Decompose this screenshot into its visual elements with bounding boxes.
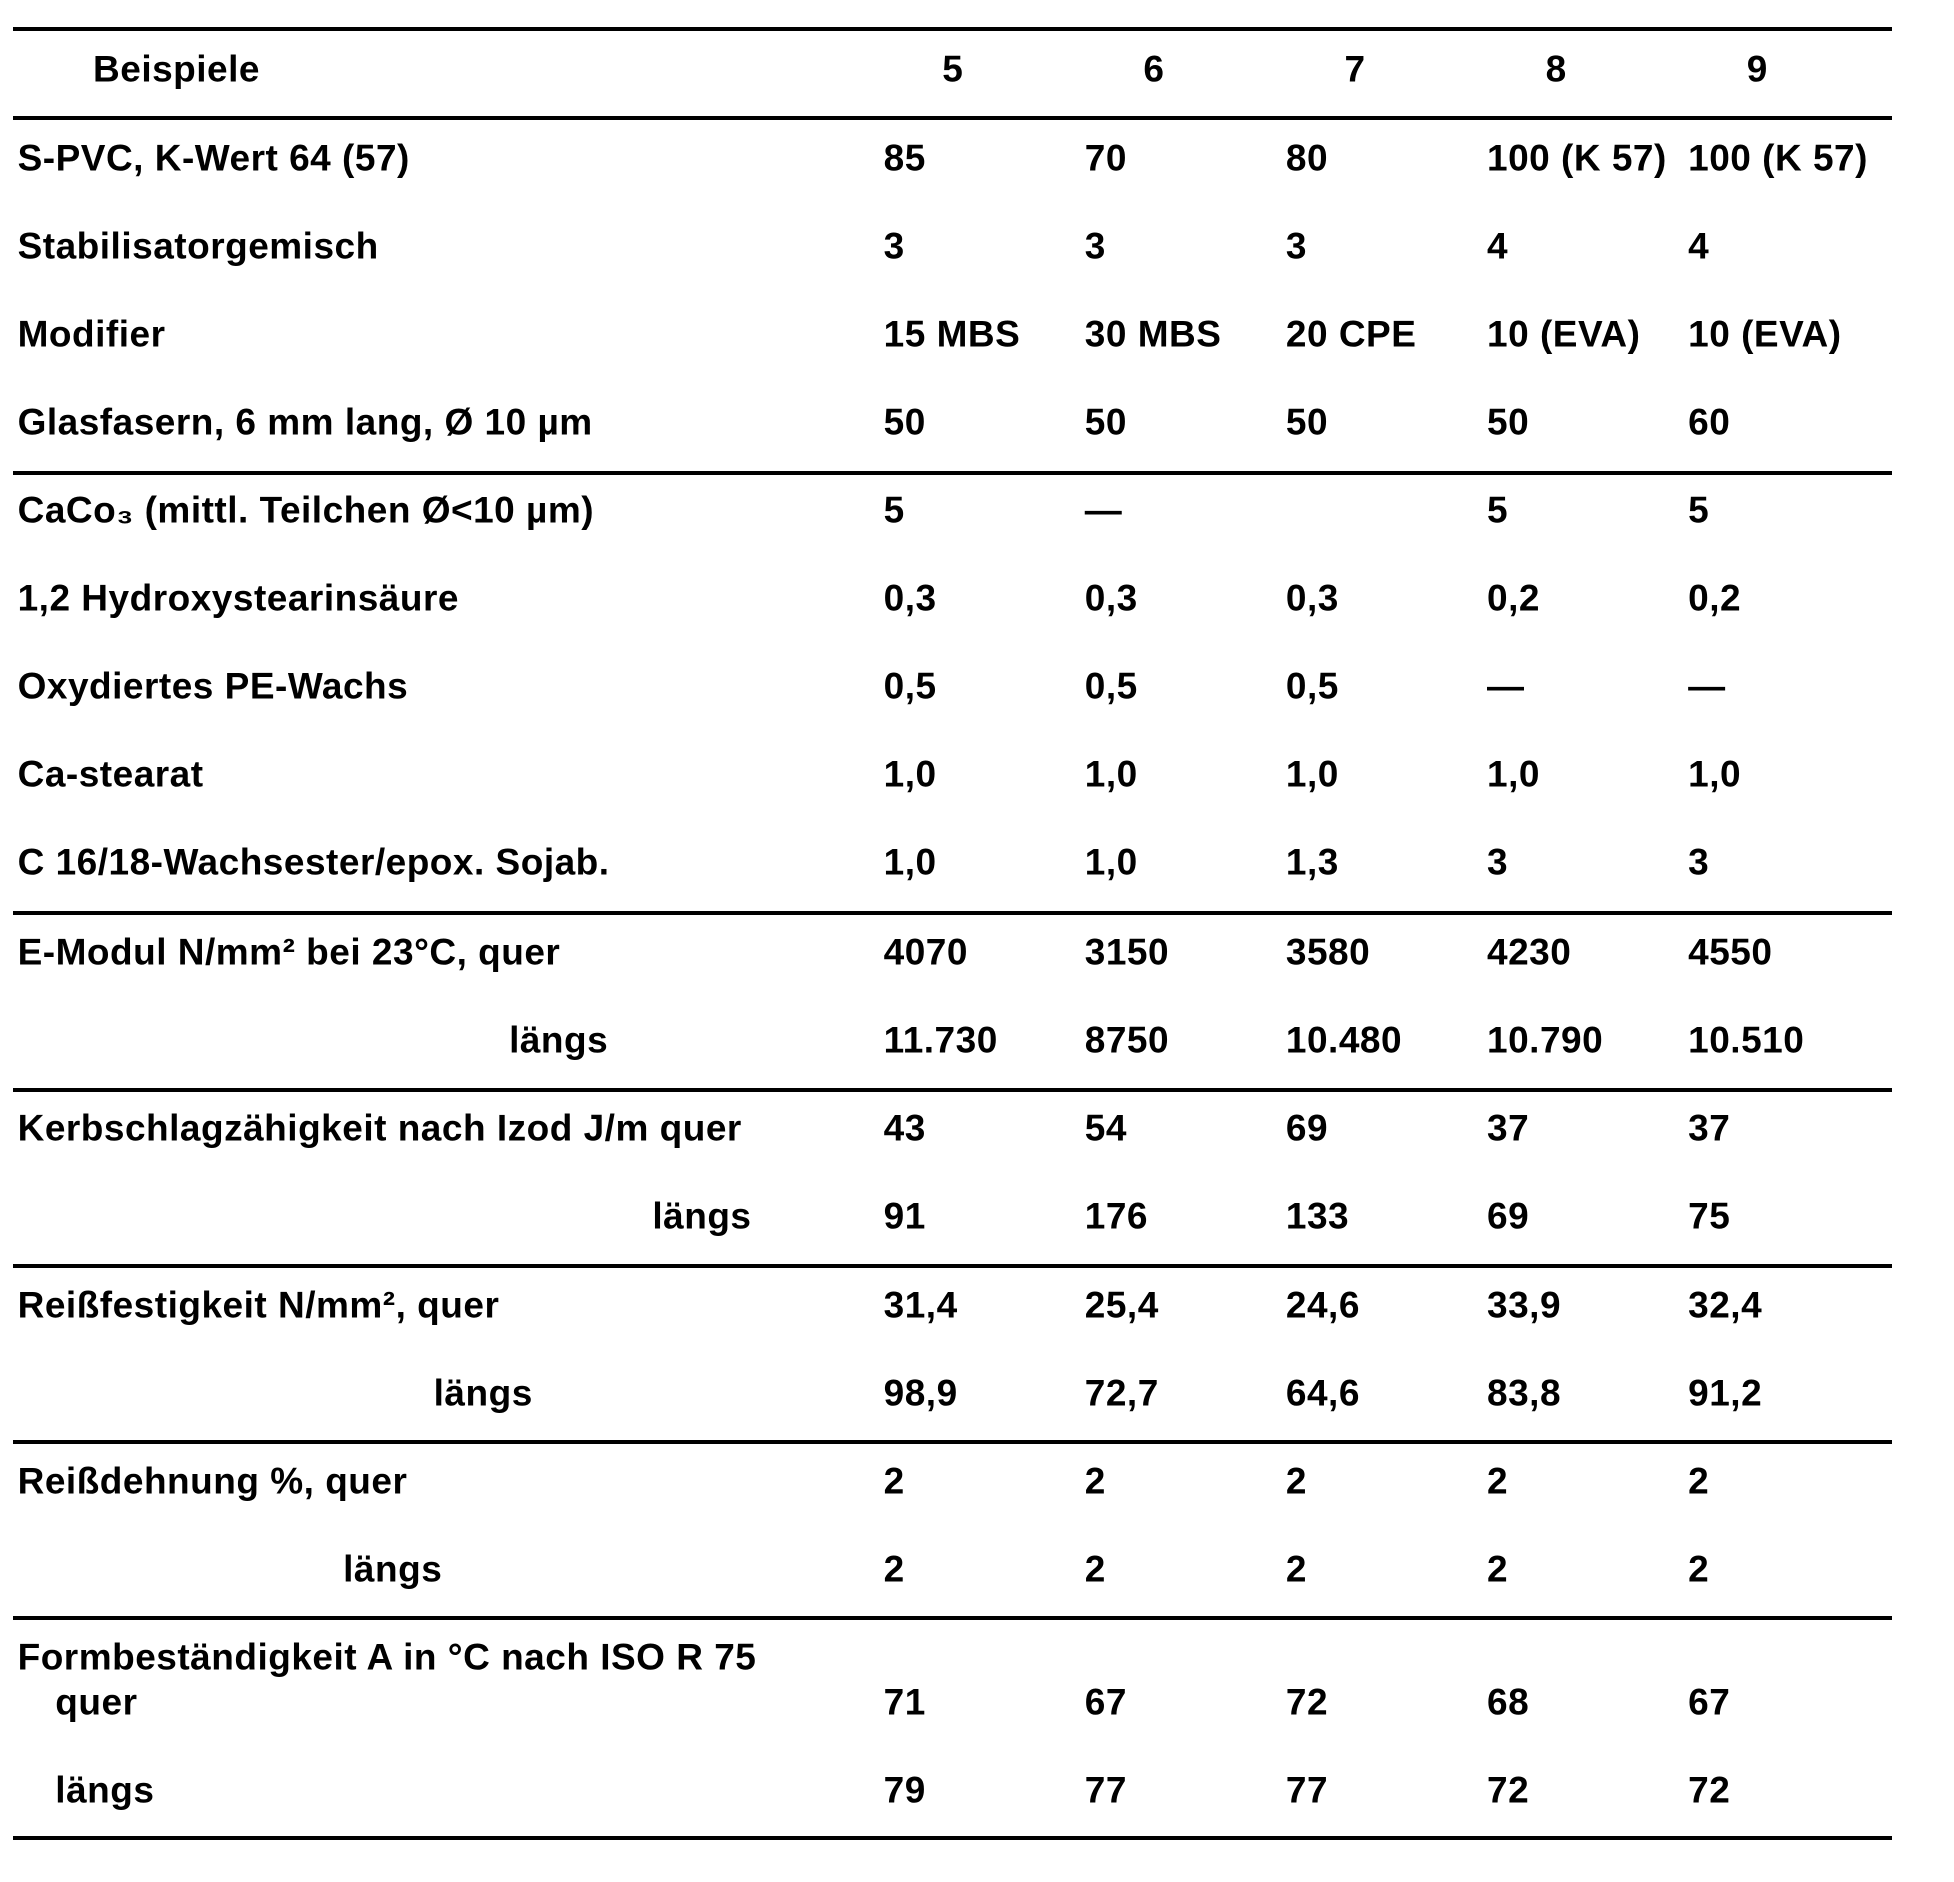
table-cell: 4 — [1688, 228, 1709, 265]
row-label: längs — [55, 1771, 154, 1808]
table-cell: 10 (EVA) — [1487, 316, 1640, 353]
table-rule — [13, 1616, 1892, 1620]
table-cell: 50 — [1085, 404, 1127, 441]
table-cell: 32,4 — [1688, 1286, 1762, 1323]
table-cell: 83,8 — [1487, 1374, 1561, 1411]
table-cell: 31,4 — [884, 1286, 958, 1323]
row-label: Reißdehnung %, quer — [18, 1462, 408, 1499]
row-label: längs — [434, 1374, 533, 1411]
table-cell: 79 — [884, 1771, 926, 1808]
table-cell: — — [1085, 492, 1123, 529]
table-cell: 20 CPE — [1286, 316, 1417, 353]
header-label: Beispiele — [93, 51, 260, 88]
table-rule — [13, 1440, 1892, 1444]
table-cell: 3580 — [1286, 933, 1370, 970]
table-cell: 3 — [884, 228, 905, 265]
column-header: 6 — [1143, 51, 1164, 88]
row-label: C 16/18-Wachsester/epox. Sojab. — [18, 844, 610, 881]
table-cell: 2 — [1085, 1550, 1106, 1587]
table-cell: 3 — [1085, 228, 1106, 265]
table-rule — [13, 471, 1892, 475]
table-cell: 54 — [1085, 1109, 1127, 1146]
row-label: Formbeständigkeit A in °C nach ISO R 75 — [18, 1638, 757, 1675]
table-rule — [13, 1264, 1892, 1268]
table-cell: 1,0 — [1085, 844, 1138, 881]
table-cell: 77 — [1085, 1771, 1127, 1808]
table-cell: 10.510 — [1688, 1021, 1804, 1058]
table-cell: 5 — [1688, 492, 1709, 529]
table-cell: 2 — [1487, 1462, 1508, 1499]
table-cell: 2 — [1286, 1550, 1307, 1587]
table-cell: 30 MBS — [1085, 316, 1222, 353]
table-cell: 37 — [1487, 1109, 1529, 1146]
table-cell: 37 — [1688, 1109, 1730, 1146]
table-cell: 69 — [1286, 1109, 1328, 1146]
row-label: 1,2 Hydroxystearinsäure — [18, 580, 459, 617]
column-header: 5 — [942, 51, 963, 88]
table-cell: 33,9 — [1487, 1286, 1561, 1323]
table-cell: 67 — [1688, 1683, 1730, 1720]
table-cell: 50 — [884, 404, 926, 441]
table-cell: 0,2 — [1487, 580, 1540, 617]
table-cell: 2 — [1487, 1550, 1508, 1587]
table-cell: 15 MBS — [884, 316, 1021, 353]
table-cell: 98,9 — [884, 1374, 958, 1411]
table-cell: 2 — [1688, 1550, 1709, 1587]
table-cell: 1,0 — [1487, 756, 1540, 793]
column-header: 9 — [1747, 51, 1768, 88]
table-cell: 0,2 — [1688, 580, 1741, 617]
table-cell: 3150 — [1085, 933, 1169, 970]
table-cell: 100 (K 57) — [1688, 140, 1868, 177]
row-label: S-PVC, K-Wert 64 (57) — [18, 140, 410, 177]
column-header: 7 — [1344, 51, 1365, 88]
table-cell: 72 — [1688, 1771, 1730, 1808]
table-cell: 176 — [1085, 1197, 1148, 1234]
table-cell: 43 — [884, 1109, 926, 1146]
row-label: Ca-stearat — [18, 756, 204, 793]
row-label: Kerbschlagzähigkeit nach Izod J/m quer — [18, 1109, 742, 1146]
table-cell: 75 — [1688, 1197, 1730, 1234]
table-cell: 60 — [1688, 404, 1730, 441]
table-cell: 3 — [1688, 844, 1709, 881]
row-label: Stabilisatorgemisch — [18, 228, 379, 265]
table-cell: 0,5 — [884, 668, 937, 705]
table-cell: 4070 — [884, 933, 968, 970]
table-cell: 0,5 — [1085, 668, 1138, 705]
table-cell: 64,6 — [1286, 1374, 1360, 1411]
table-cell: 50 — [1487, 404, 1529, 441]
table-cell: 4230 — [1487, 933, 1571, 970]
table-cell: 50 — [1286, 404, 1328, 441]
table-cell: 10 (EVA) — [1688, 316, 1841, 353]
table-cell: 1,0 — [884, 756, 937, 793]
table-cell: 10.480 — [1286, 1021, 1402, 1058]
row-label: Glasfasern, 6 mm lang, Ø 10 µm — [18, 404, 593, 441]
table-cell: — — [1688, 668, 1726, 705]
table-cell: 1,3 — [1286, 844, 1339, 881]
row-label: längs — [652, 1197, 751, 1234]
row-label: Modifier — [18, 316, 166, 353]
row-label: quer — [55, 1683, 137, 1720]
table-rule — [13, 1088, 1892, 1092]
row-label: Reißfestigkeit N/mm², quer — [18, 1286, 500, 1323]
table-cell: 5 — [1487, 492, 1508, 529]
table-cell: 4550 — [1688, 933, 1772, 970]
table-cell: 2 — [1085, 1462, 1106, 1499]
table-rule — [13, 1836, 1892, 1840]
table-cell: 2 — [884, 1462, 905, 1499]
table-cell: — — [1487, 668, 1525, 705]
table-cell: 2 — [1286, 1462, 1307, 1499]
table-cell: 4 — [1487, 228, 1508, 265]
table-cell: 91,2 — [1688, 1374, 1762, 1411]
table-cell: 1,0 — [1085, 756, 1138, 793]
table-cell: 68 — [1487, 1683, 1529, 1720]
table-cell: 0,5 — [1286, 668, 1339, 705]
table-cell: 71 — [884, 1683, 926, 1720]
table-cell: 1,0 — [884, 844, 937, 881]
row-label: E-Modul N/mm² bei 23°C, quer — [18, 933, 561, 970]
table-cell: 85 — [884, 140, 926, 177]
table-cell: 72 — [1286, 1683, 1328, 1720]
table-cell: 5 — [884, 492, 905, 529]
table-cell: 72 — [1487, 1771, 1529, 1808]
table-rule — [13, 116, 1892, 120]
table-cell: 0,3 — [1286, 580, 1339, 617]
table-cell: 0,3 — [884, 580, 937, 617]
table-cell: 91 — [884, 1197, 926, 1234]
table-cell: 80 — [1286, 140, 1328, 177]
table-cell: 25,4 — [1085, 1286, 1159, 1323]
table-cell: 8750 — [1085, 1021, 1169, 1058]
table-cell: 24,6 — [1286, 1286, 1360, 1323]
row-label: Oxydiertes PE-Wachs — [18, 668, 409, 705]
table-cell: 0,3 — [1085, 580, 1138, 617]
table-cell: 1,0 — [1286, 756, 1339, 793]
row-label: längs — [343, 1550, 442, 1587]
table-cell: 2 — [884, 1550, 905, 1587]
table-cell: 1,0 — [1688, 756, 1741, 793]
table-cell: 100 (K 57) — [1487, 140, 1667, 177]
table-cell: 77 — [1286, 1771, 1328, 1808]
table-cell: 70 — [1085, 140, 1127, 177]
table-cell: 10.790 — [1487, 1021, 1603, 1058]
table-cell: 11.730 — [884, 1021, 998, 1058]
row-label: längs — [509, 1021, 608, 1058]
table-rule — [13, 27, 1892, 31]
row-label: CaCo₃ (mittl. Teilchen Ø<10 µm) — [18, 492, 594, 529]
table-cell: 67 — [1085, 1683, 1127, 1720]
table-cell: 72,7 — [1085, 1374, 1159, 1411]
table-cell: 69 — [1487, 1197, 1529, 1234]
table-cell: 2 — [1688, 1462, 1709, 1499]
table-rule — [13, 911, 1892, 915]
table-cell: 3 — [1487, 844, 1508, 881]
table-cell: 3 — [1286, 228, 1307, 265]
table-cell: 133 — [1286, 1197, 1349, 1234]
column-header: 8 — [1546, 51, 1567, 88]
